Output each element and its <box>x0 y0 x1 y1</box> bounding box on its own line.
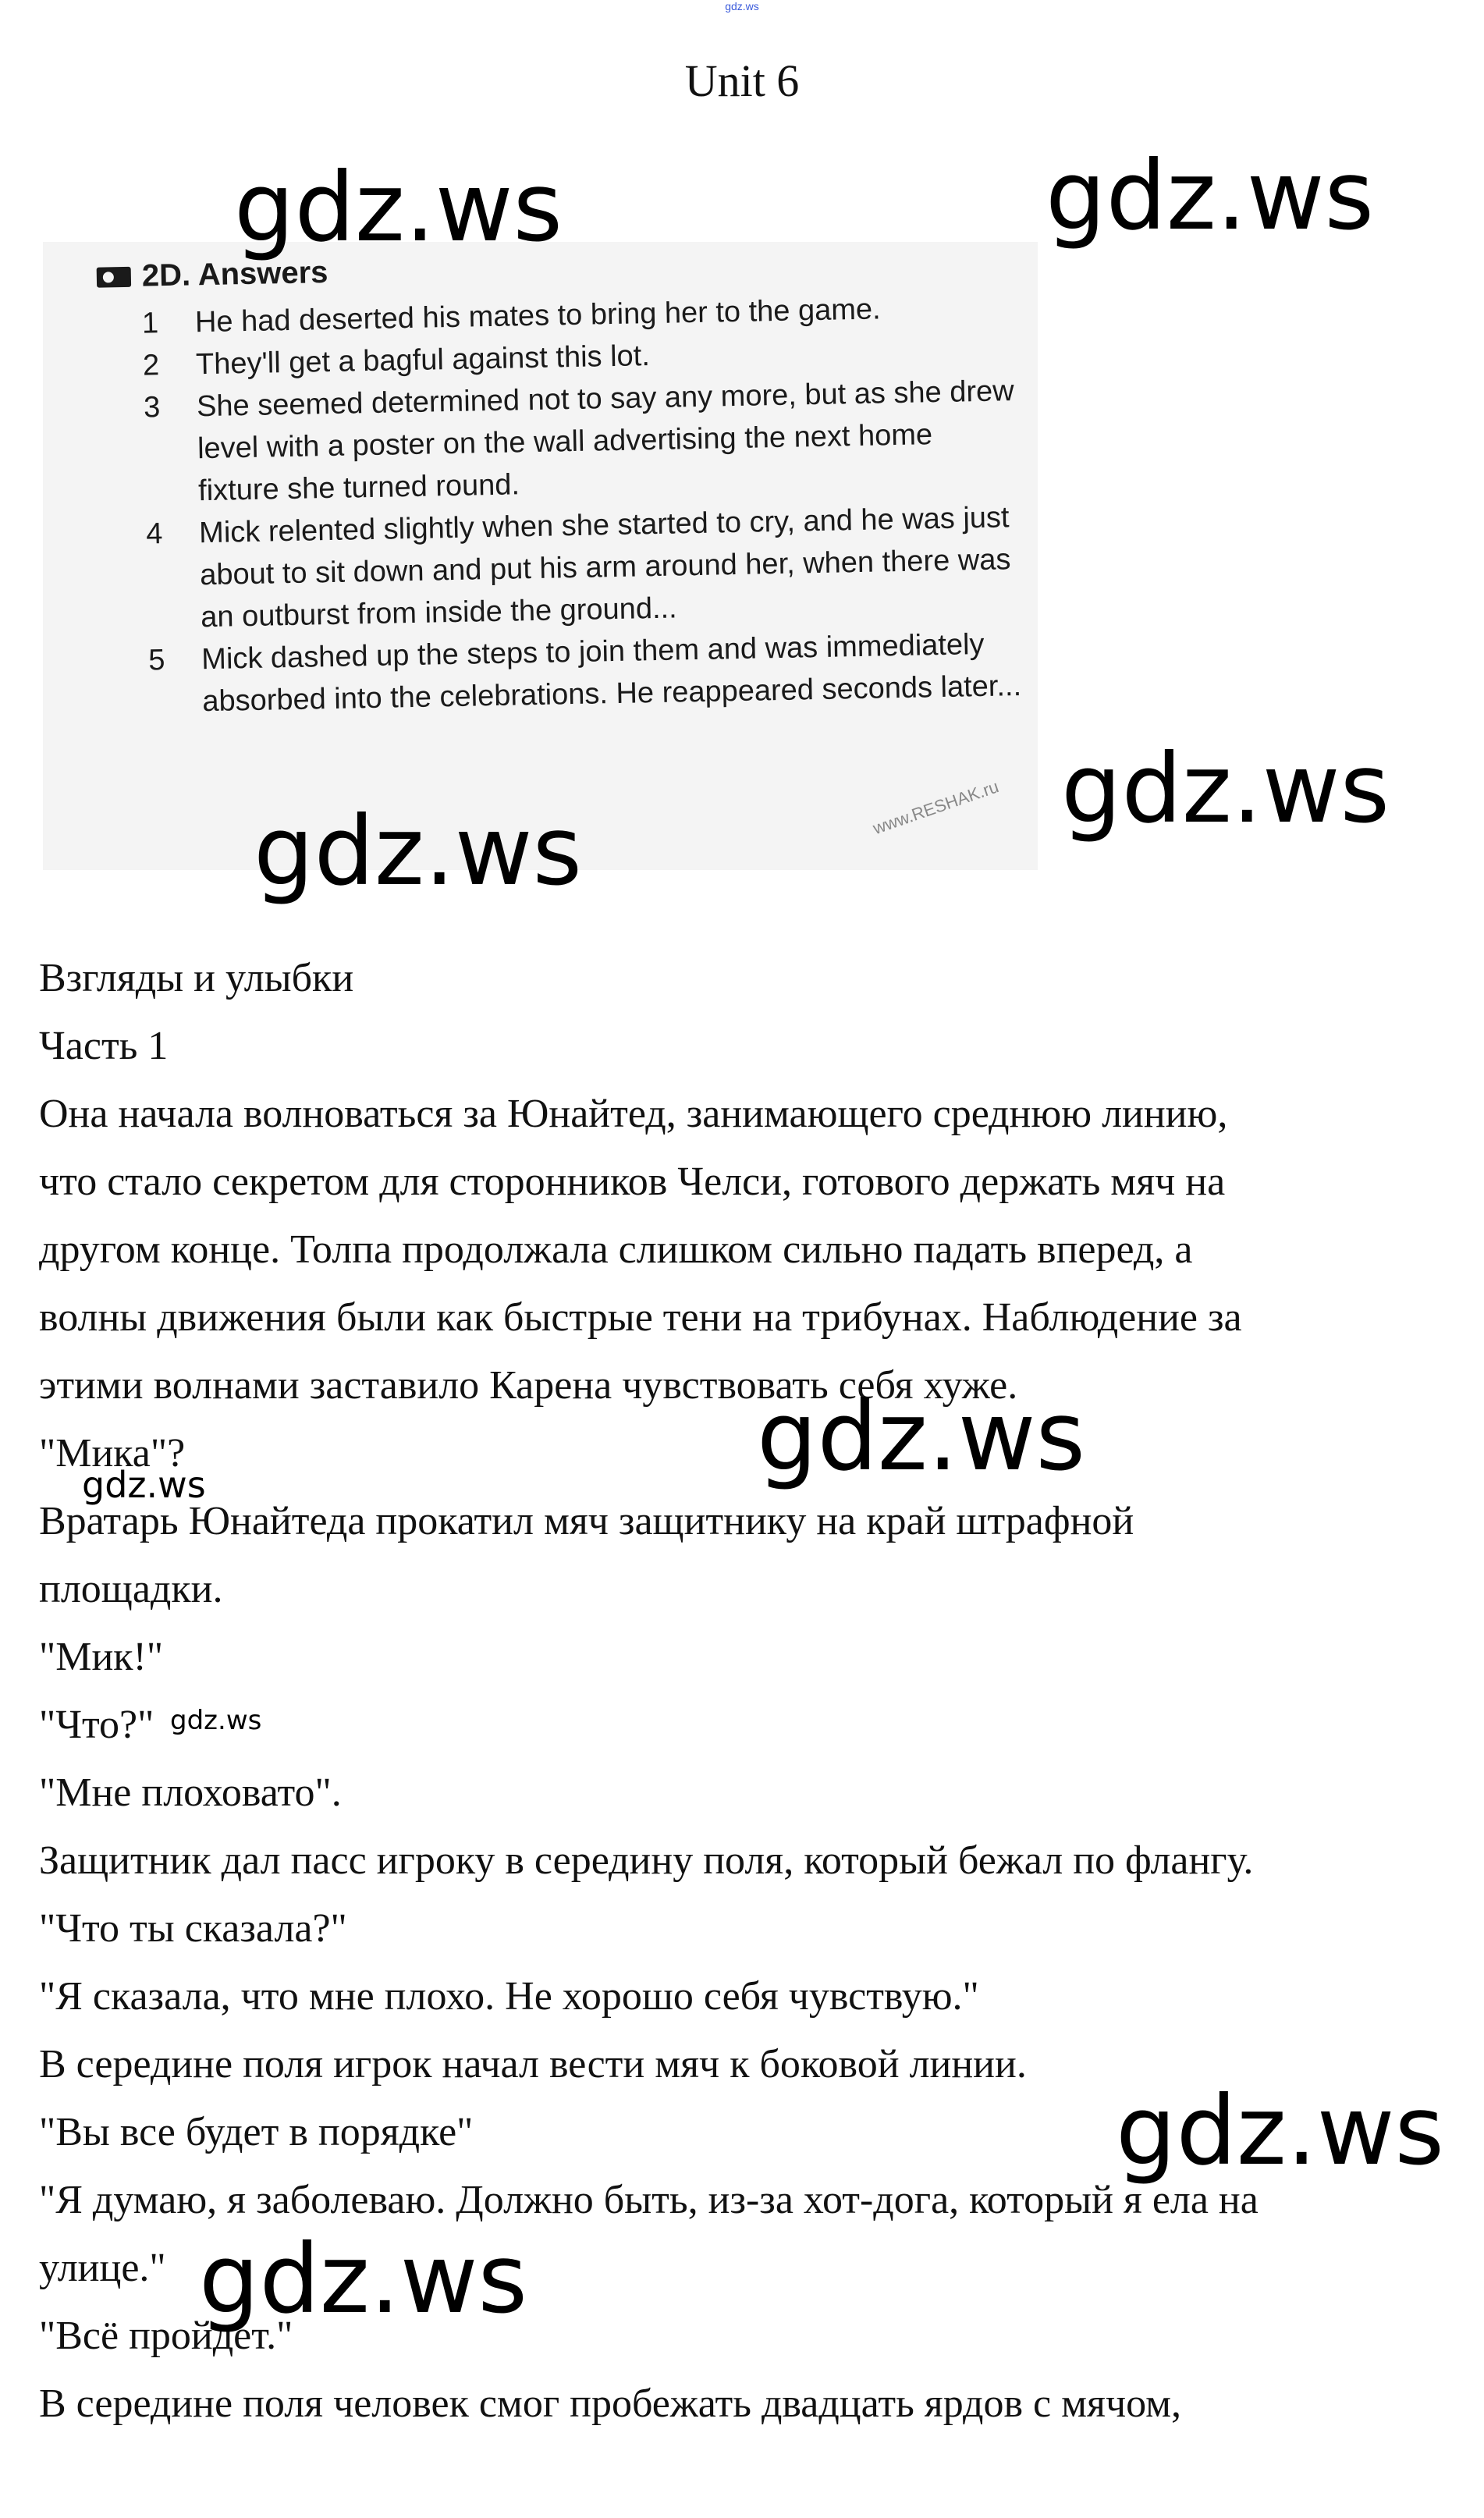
answer-text: Mick relented slightly when she started to cry, and he was just about to sit down and put his arm around her, when there was an outburst from inside the ground... <box>198 501 1011 634</box>
unit-title: Unit 6 <box>684 55 800 106</box>
text-line: улице." <box>39 2246 166 2290</box>
scan-heading-text: 2D. Answers <box>141 254 328 293</box>
text-line: "Мик!" <box>39 1635 164 1679</box>
watermark: gdz.ws <box>234 152 563 263</box>
text-line: В середине поля игрок начал вести мяч к боковой линии. <box>39 2042 1027 2086</box>
text-line: "Вы все будет в порядке" <box>39 2110 474 2154</box>
text-line: "Я сказала, что мне плохо. Не хорошо себя чувствую." <box>39 1974 979 2019</box>
answer-number: 2 <box>142 349 160 382</box>
text-line: Вратарь Юнайтеда прокатил мяч защитнику на край штрафной <box>39 1499 1134 1543</box>
answer-number: 5 <box>147 644 165 677</box>
text-line: "Я думаю, я заболеваю. Должно быть, из-за хот-дога, который я ела на <box>39 2178 1259 2222</box>
answers-list <box>142 286 1024 723</box>
text-line: что стало секретом для сторонников Челси, готового держать мяч на <box>39 1160 1226 1204</box>
answer-item <box>148 623 1024 723</box>
translation-text <box>39 944 1459 2438</box>
text-line: другом конце. Толпа продолжала слишком сильно падать вперед, а <box>39 1227 1193 1272</box>
watermark: gdz.ws <box>170 1705 262 1736</box>
text-line: "Что?" <box>39 1703 154 1747</box>
answer-item <box>146 496 1022 639</box>
top-watermark: gdz.ws <box>725 0 759 12</box>
answer-number: 3 <box>143 391 161 424</box>
watermark: gdz.ws <box>757 1381 1086 1492</box>
text-line: "Мика"? <box>39 1431 186 1476</box>
text-line: "Всё пройдет." <box>39 2314 293 2358</box>
text-line: этими волнами заставило Карена чувствовать себя хуже. <box>39 1363 1018 1408</box>
answer-text: They'll get a bagful against this lot. <box>195 339 651 382</box>
text-heading: Взгляды и улыбки <box>39 956 354 1000</box>
answer-number: 1 <box>141 307 159 340</box>
watermark: gdz.ws <box>1061 733 1390 844</box>
text-line: Защитник дал пасс игроку в середину поля, который бежал по флангу. <box>39 1838 1254 1883</box>
text-line: "Что ты сказала?" <box>39 1906 347 1951</box>
text-line: "Мне плоховато". <box>39 1770 342 1815</box>
answer-text: Mick dashed up the steps to join them and was immediately absorbed into the celebrations. He reappeared seconds later... <box>201 627 1022 719</box>
text-line: В середине поля человек смог пробежать двадцать ярдов с мячом, <box>39 2381 1182 2426</box>
answer-item <box>144 370 1020 513</box>
answer-text: She seemed determined not to say any more, but as she drew level with a poster on the wall advertising the next home fixture she turned round. <box>196 375 1015 508</box>
watermark: gdz.ws <box>199 2224 528 2335</box>
text-subheading: Часть 1 <box>39 1024 169 1068</box>
text-line: Она начала волноваться за Юнайтед, занимающего среднюю линию, <box>39 1092 1228 1136</box>
answer-text: He had deserted his mates to bring her to the game. <box>194 293 881 339</box>
answer-number: 4 <box>145 517 163 551</box>
watermark: gdz.ws <box>82 1464 206 1506</box>
text-line: волны движения были как быстрые тени на трибунах. Наблюдение за <box>39 1295 1242 1340</box>
watermark: gdz.ws <box>254 796 583 907</box>
watermark: gdz.ws <box>1046 140 1375 251</box>
answers-scan <box>43 242 1038 870</box>
scan-stamp: www.RESHAK.ru <box>870 776 1002 839</box>
cd-icon <box>97 266 131 287</box>
watermark: gdz.ws <box>1116 2076 1445 2186</box>
text-line: площадки. <box>39 1567 223 1611</box>
